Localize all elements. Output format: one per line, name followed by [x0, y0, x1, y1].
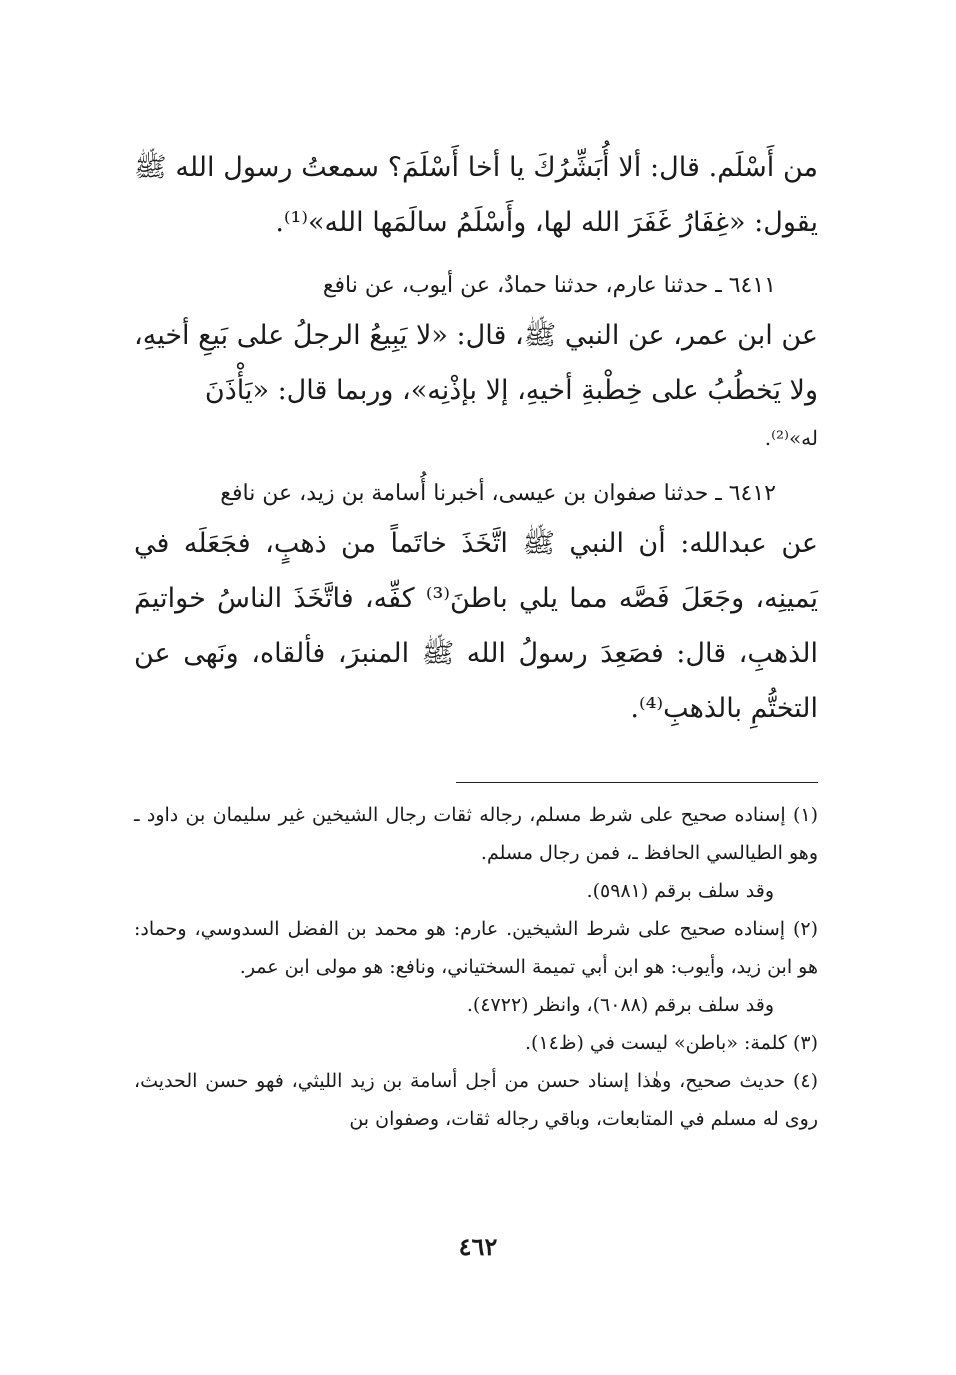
- hadith-6412-text: عن عبدالله: أن النبي ﷺ اتَّخَذَ خاتَماً من ذهبٍ، فجَعَلَه في يَمينِه، وجَعَلَ فَصَّه مما يلي باطنَ⁽³⁾ كفِّه، فاتَّخَذَ الناسُ خواتيمَ الذهبِ، قال: فصَعِدَ رسولُ الله ﷺ المنبرَ، فألقاه، ونَهى عن التختُّمِ بالذهبِ⁽⁴⁾.: [134, 528, 818, 724]
- footnote-2: (٢) إسناده صحيح على شرط الشيخين. عارم: هو محمد بن الفضل السدوسي، وحماد: هو ابن زيد، وأيوب: هو ابن أبي تميمة السختياني، ونافع: هو مولى ابن عمر.: [134, 918, 818, 978]
- footnote-1: (١) إسناده صحيح على شرط مسلم، رجاله ثقات رجال الشيخين غير سليمان بن داود ـ وهو الطيالسي الحافظ ـ، فمن رجال مسلم.: [134, 804, 818, 864]
- footnote-separator: [456, 782, 818, 783]
- main-text: [134, 140, 818, 736]
- hadith-6412-chain: ٦٤١٢ ـ حدثنا صفوان بن عيسى، أخبرنا أُسامة بن زيد، عن نافع: [220, 481, 776, 506]
- footnotes: [134, 796, 818, 1138]
- page-number: ٤٦٢: [458, 1232, 498, 1261]
- paragraph-continuation: من أَسْلَم. قال: ألا أُبَشِّرُكَ يا أخا أَسْلَمَ؟ سمعتُ رسول الله ﷺ يقول: «غِفَارُ غَفَرَ الله لها، وأَسْلَمُ سالَمَها الله»⁽¹⁾.: [134, 152, 818, 238]
- hadith-6411-chain: ٦٤١١ ـ حدثنا عارم، حدثنا حمادٌ، عن أيوب، عن نافع: [322, 273, 776, 298]
- footnote-1-reference: وقد سلف برقم (٥٩٨١).: [586, 880, 774, 902]
- hadith-6411-text: عن ابن عمر، عن النبي ﷺ، قال: «لا يَبِيعُ الرجلُ على بَيعِ أخيهِ، ولا يَخطُبُ على خِطْبةِ أخيهِ، إلا بإذْنِه»، وربما قال: «يَأْذَنَ: [134, 320, 818, 406]
- footnote-2-reference: وقد سلف برقم (٦٠٨٨)، وانظر (٤٧٢٢).: [466, 994, 774, 1016]
- footnote-3: (٣) كلمة: «باطن» ليست في (ظ١٤).: [525, 1032, 818, 1054]
- footnote-4: (٤) حديث صحيح، وهٰذا إسناد حسن من أجل أسامة بن زيد الليثي، فهو حسن الحديث، روى له مسلم في المتابعات، وباقي رجاله ثقات، وصفوان بن: [134, 1070, 818, 1130]
- hadith-6411-tail: له»⁽²⁾.: [764, 426, 818, 450]
